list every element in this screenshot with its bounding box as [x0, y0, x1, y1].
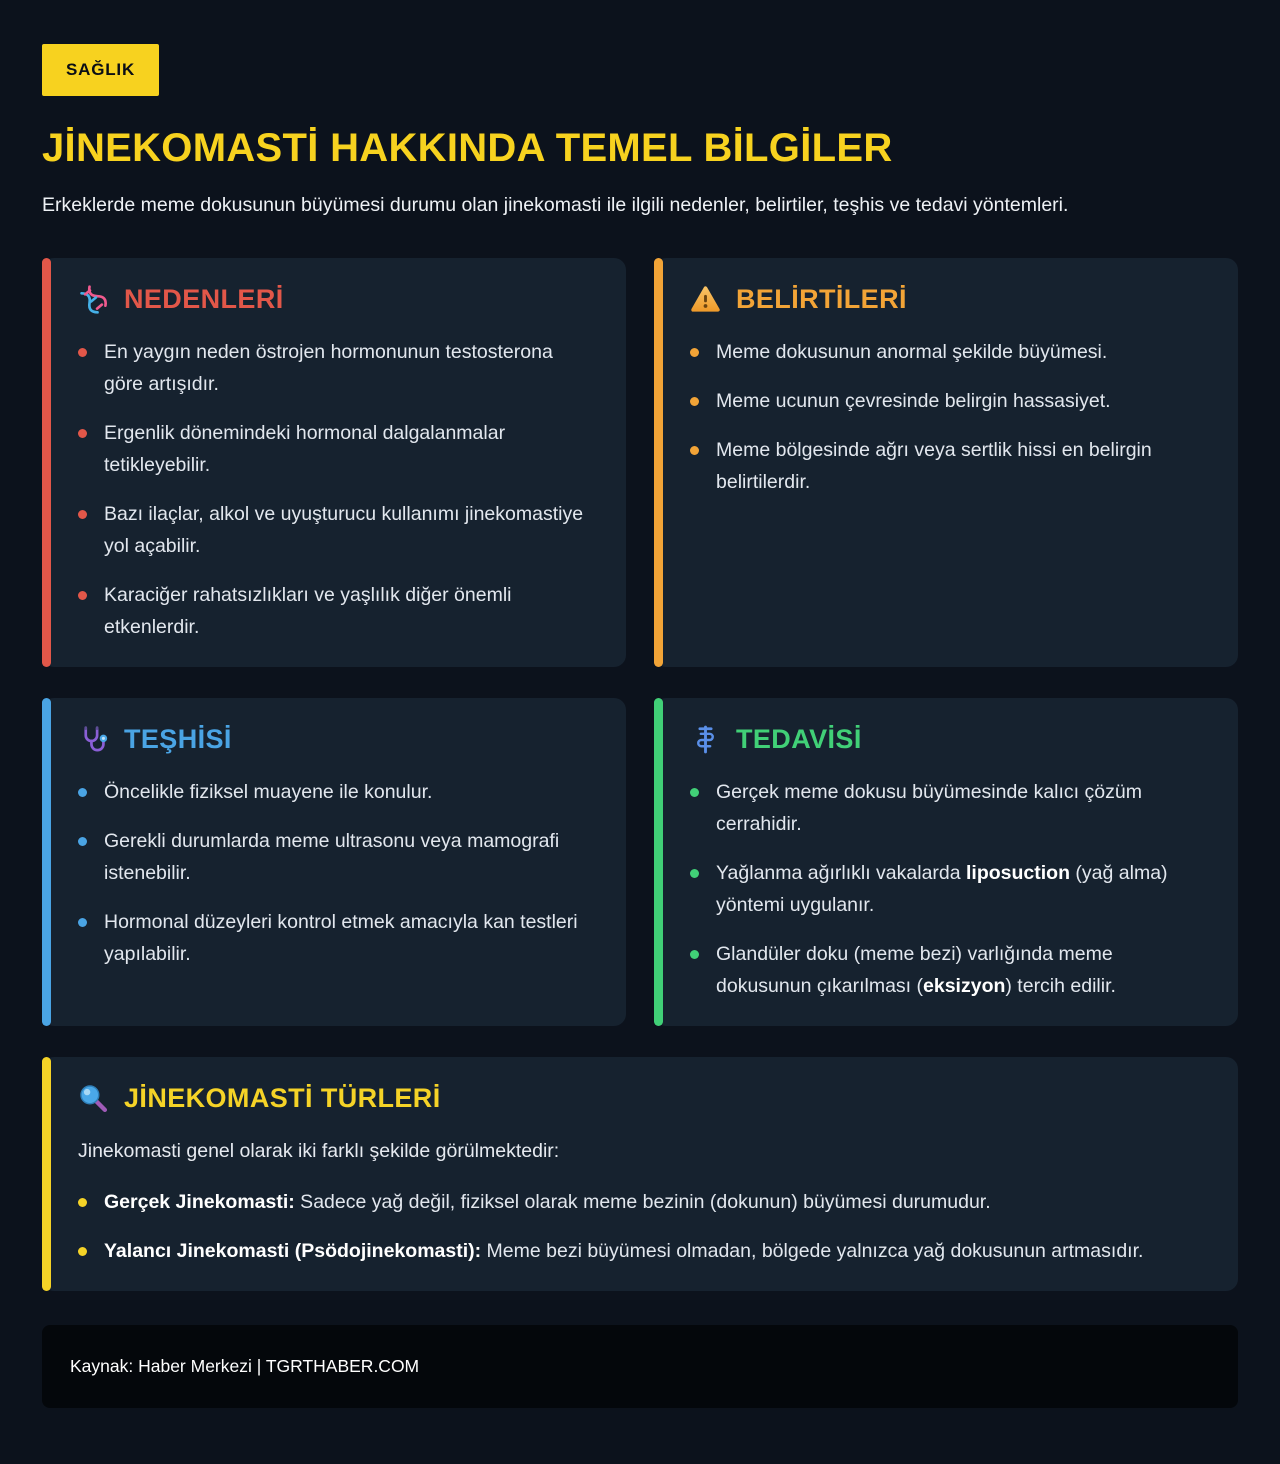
- list-item: [78, 1186, 1208, 1218]
- card-title: BELİRTİLERİ: [736, 284, 907, 314]
- bullet-dot: [690, 950, 699, 959]
- bullet-dot: [690, 869, 699, 878]
- bullet-dot: [78, 1198, 87, 1207]
- card-teshisi: [42, 698, 626, 1026]
- card-title: JİNEKOMASTİ TÜRLERİ: [124, 1083, 441, 1113]
- page-header: [42, 44, 1238, 222]
- card-tedavisi: [654, 698, 1238, 1026]
- list-item-text: Karaciğer rahatsızlıkları ve yaşlılık diğer önemli etkenlerdir.: [104, 584, 512, 638]
- list-item: [78, 498, 596, 562]
- card-title: TEŞHİSİ: [124, 724, 232, 754]
- bullet-dot: [78, 837, 87, 846]
- card-header: [690, 284, 1208, 315]
- list-item-text: Öncelikle fiziksel muayene ile konulur.: [104, 781, 433, 803]
- list-item: [690, 385, 1208, 417]
- list-item: [78, 579, 596, 643]
- accent-bar: [42, 258, 51, 667]
- list-item: [690, 776, 1208, 840]
- list-item-text: Meme dokusunun anormal şekilde büyümesi.: [716, 341, 1108, 363]
- bullet-list: [78, 1186, 1208, 1267]
- warning-icon: [690, 284, 721, 315]
- list-item-text: Gerçek Jinekomasti: Sadece yağ değil, fiziksel olarak meme bezinin (dokunun) büyümesi durumudur.: [104, 1191, 991, 1213]
- bullet-dot: [690, 446, 699, 455]
- card-belirtileri: [654, 258, 1238, 667]
- bullet-list: [78, 776, 596, 970]
- source-text: Kaynak: Haber Merkezi | TGRTHABER.COM: [70, 1356, 420, 1376]
- card-header: [78, 284, 596, 315]
- list-item-text: En yaygın neden östrojen hormonunun testosterona göre artışıdır.: [104, 341, 553, 395]
- list-item: [78, 1235, 1208, 1267]
- bullet-dot: [78, 788, 87, 797]
- card-title: TEDAVİSİ: [736, 724, 862, 754]
- list-item: [78, 336, 596, 400]
- bullet-dot: [78, 348, 87, 357]
- page-title: JİNEKOMASTİ HAKKINDA TEMEL BİLGİLER: [42, 126, 893, 170]
- accent-bar: [654, 698, 663, 1026]
- bullet-dot: [690, 788, 699, 797]
- list-item: [78, 906, 596, 970]
- bullet-dot: [78, 1247, 87, 1256]
- footer-source-bar: [42, 1325, 1238, 1408]
- card-title: NEDENLERİ: [124, 284, 284, 314]
- accent-bar: [654, 258, 663, 667]
- list-item: [690, 938, 1208, 1002]
- bullet-dot: [78, 510, 87, 519]
- card-header: [78, 724, 596, 755]
- list-item-text: Gerçek meme dokusu büyümesinde kalıcı çözüm cerrahidir.: [716, 781, 1142, 835]
- dna-icon: [78, 284, 109, 315]
- list-item-text: Gerekli durumlarda meme ultrasonu veya mamografi istenebilir.: [104, 830, 560, 884]
- list-item: [690, 434, 1208, 498]
- bullet-list: [78, 336, 596, 643]
- accent-bar: [42, 1057, 51, 1291]
- list-item: [78, 825, 596, 889]
- page-subtitle: Erkeklerde meme dokusunun büyümesi durumu olan jinekomasti ile ilgili nedenler, belirtiler, teşhis ve tedavi yöntemleri.: [42, 194, 1069, 216]
- caduceus-icon: [690, 724, 721, 755]
- bullet-dot: [690, 397, 699, 406]
- list-item: [690, 857, 1208, 921]
- list-item-text: Bazı ilaçlar, alkol ve uyuşturucu kullanımı jinekomastiye yol açabilir.: [104, 503, 584, 557]
- list-item-text: Yağlanma ağırlıklı vakalarda liposuction (yağ alma) yöntemi uygulanır.: [716, 862, 1168, 916]
- bullet-list: [690, 776, 1208, 1002]
- list-item-text: Meme ucunun çevresinde belirgin hassasiyet.: [716, 390, 1111, 412]
- list-item-text: Yalancı Jinekomasti (Psödojinekomasti): Meme bezi büyümesi olmadan, bölgede yalnızca yağ dokusunun artmasıdır.: [104, 1240, 1144, 1262]
- list-item: [78, 417, 596, 481]
- card-nedenleri: [42, 258, 626, 667]
- card-header: [690, 724, 1208, 755]
- list-item-text: Glandüler doku (meme bezi) varlığında meme dokusunun çıkarılması (eksizyon) tercih edilir.: [716, 943, 1116, 997]
- card-intro: Jinekomasti genel olarak iki farklı şekilde görülmektedir:: [78, 1140, 560, 1162]
- bullet-dot: [78, 918, 87, 927]
- card-header: [78, 1083, 1208, 1114]
- list-item-text: Meme bölgesinde ağrı veya sertlik hissi en belirgin belirtilerdir.: [716, 439, 1152, 493]
- list-item-text: Ergenlik dönemindeki hormonal dalgalanmalar tetikleyebilir.: [104, 422, 506, 476]
- accent-bar: [42, 698, 51, 1026]
- card-jinekomasti-turleri: [42, 1057, 1238, 1291]
- bullet-dot: [690, 348, 699, 357]
- list-item: [690, 336, 1208, 368]
- magnifier-icon: [78, 1083, 109, 1114]
- stethoscope-icon: [78, 724, 109, 755]
- bullet-list: [690, 336, 1208, 498]
- cards-grid: [42, 258, 1238, 1291]
- list-item: [78, 776, 596, 808]
- bullet-dot: [78, 591, 87, 600]
- category-badge: SAĞLIK: [42, 44, 159, 96]
- list-item-text: Hormonal düzeyleri kontrol etmek amacıyla kan testleri yapılabilir.: [104, 911, 578, 965]
- bullet-dot: [78, 429, 87, 438]
